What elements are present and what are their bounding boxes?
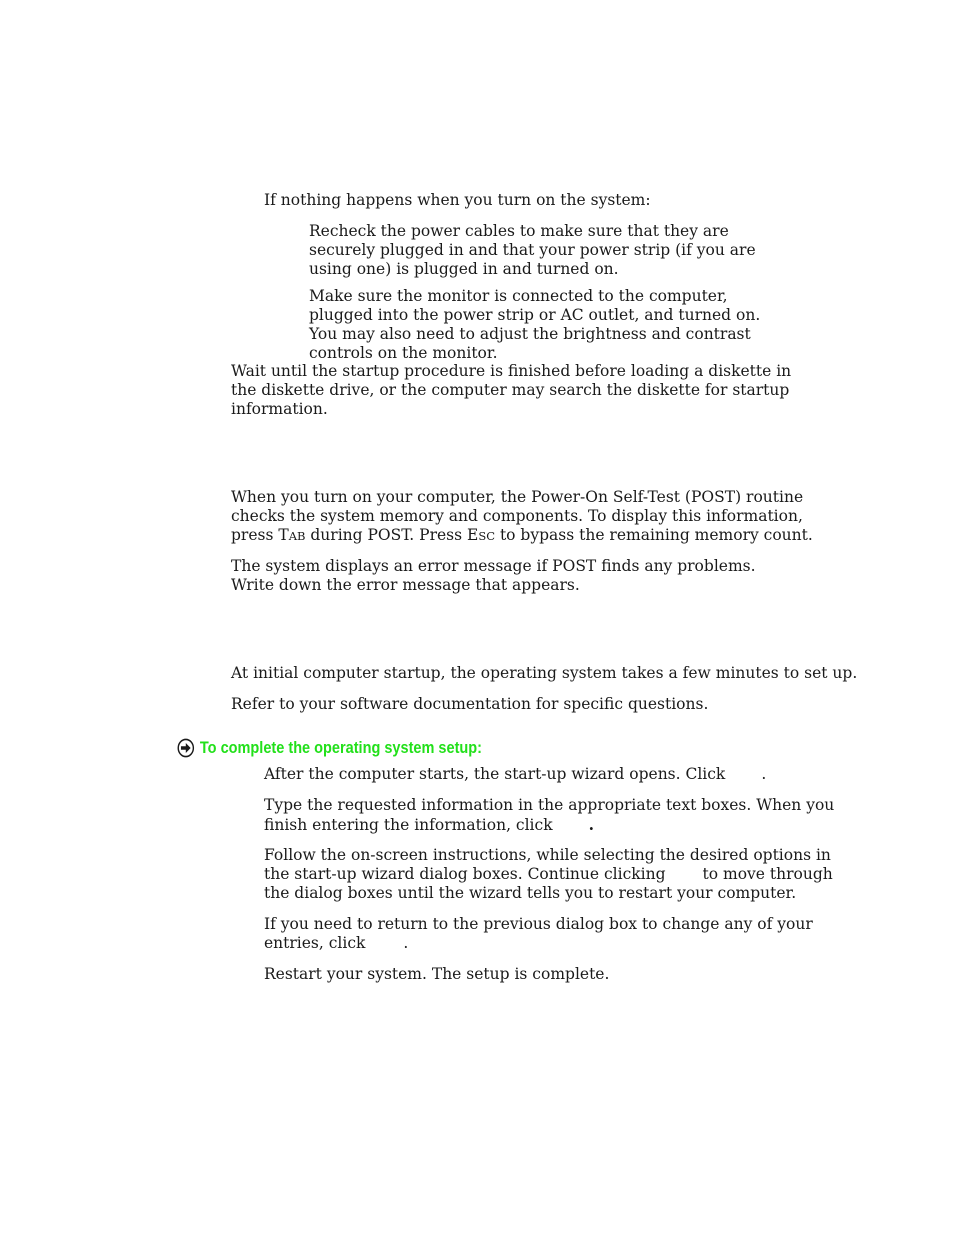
esc-key: E bbox=[467, 526, 479, 544]
os-initial-startup-text: At initial computer startup, the operating system takes a few minutes to set up. bbox=[231, 664, 858, 682]
check-monitor-text: Make sure the monitor is connected to the computer, plugged into the power strip or AC outlet, and turned on. You may also need to adjust the brightness and contrast controls on the monitor. bbox=[309, 287, 761, 362]
step-2: Type the requested information in the appropriate text boxes. When you finish entering the information, click . bbox=[264, 796, 835, 834]
post-line-1: When you turn on your computer, the Power-On Self-Test (POST) routine bbox=[231, 488, 804, 506]
right-arrow-circle-icon bbox=[177, 738, 195, 758]
step-3: Follow the on-screen instructions, while selecting the desired options in the start-up wizard dialog boxes. Continue clicking to move through the dialog boxes until the wizard tells you to restart your computer. bbox=[264, 846, 833, 902]
post-line-3: press TAB during POST. Press ESC to bypass the remaining memory count. bbox=[231, 526, 813, 544]
post-error-text: The system displays an error message if POST finds any problems. Write down the error message that appears. bbox=[231, 557, 756, 594]
nothing-happens-text: If nothing happens when you turn on the system: bbox=[264, 191, 651, 209]
post-description bbox=[231, 488, 811, 546]
recheck-power-text: Recheck the power cables to make sure that they are securely plugged in and that your power strip (if you are using one) is plugged in and turned on. bbox=[309, 222, 756, 278]
wait-startup-text: Wait until the startup procedure is finished before loading a diskette in the diskette drive, or the computer may search the diskette for startup information. bbox=[231, 362, 792, 418]
step-4: If you need to return to the previous dialog box to change any of your entries, click . bbox=[264, 915, 813, 952]
step-5: Restart your system. The setup is complete. bbox=[264, 965, 610, 983]
procedure-heading bbox=[177, 738, 482, 758]
step-1: After the computer starts, the start-up wizard opens. Click . bbox=[264, 765, 767, 783]
post-line-2: checks the system memory and components. To display this information, bbox=[231, 507, 803, 525]
refer-docs-text: Refer to your software documentation for specific questions. bbox=[231, 695, 709, 713]
procedure-heading-text: To complete the operating system setup: bbox=[199, 738, 483, 757]
tab-key: T bbox=[278, 526, 289, 544]
